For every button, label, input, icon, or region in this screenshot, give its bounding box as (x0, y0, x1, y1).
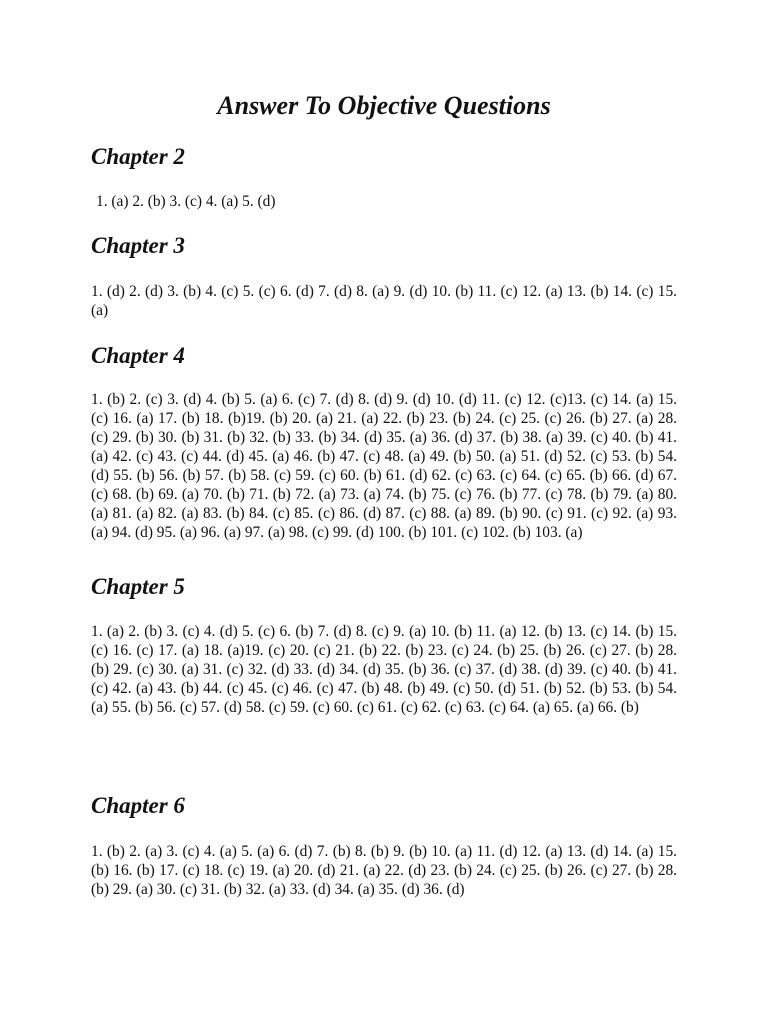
chapter-5-answers: 1. (a) 2. (b) 3. (c) 4. (d) 5. (c) 6. (b) 7. (d) 8. (c) 9. (a) 10. (b) 11. (a) 12. (b) 13. (c) 14. (b) 15. (c) 16. (c) 17. (a) 18. (a)19. (c) 20. (c) 21. (b) 22. (b) 23. (c) 24. (b) 25. (b) 26. (c) 27. (b) 28. (b) 29. (c) 30. (a) 31. (c) 32. (d) 33. (d) 34. (d) 35. (b) 36. (c) 37. (d) 38. (d) 39. (c) 40. (b) 41. (c) 42. (a) 43. (b) 44. (c) 45. (c) 46. (c) 47. (b) 48. (b) 49. (c) 50. (d) 51. (b) 52. (b) 53. (b) 54. (a) 55. (b) 56. (c) 57. (d) 58. (c) 59. (c) 60. (c) 61. (c) 62. (c) 63. (c) 64. (a) 65. (a) 66. (b) (91, 623, 677, 716)
chapter-3-answers: 1. (d) 2. (d) 3. (b) 4. (c) 5. (c) 6. (d) 7. (d) 8. (a) 9. (d) 10. (b) 11. (c) 12. (a) 13. (b) 14. (c) 15. (a) (91, 283, 677, 319)
page-title: Answer To Objective Questions (217, 91, 551, 120)
chapter-2-heading: Chapter 2 (91, 144, 185, 169)
chapter-6-heading: Chapter 6 (91, 793, 185, 818)
chapter-4-answers: 1. (b) 2. (c) 3. (d) 4. (b) 5. (a) 6. (c) 7. (d) 8. (d) 9. (d) 10. (d) 11. (c) 12. (c)13. (c) 14. (a) 15. (c) 16. (a) 17. (b) 18. (b)19. (b) 20. (a) 21. (a) 22. (b) 23. (b) 24. (c) 25. (c) 26. (b) 27. (a) 28. (c) 29. (b) 30. (b) 31. (b) 32. (b) 33. (b) 34. (d) 35. (a) 36. (d) 37. (b) 38. (a) 39. (c) 40. (b) 41. (a) 42. (c) 43. (c) 44. (d) 45. (a) 46. (b) 47. (c) 48. (a) 49. (b) 50. (a) 51. (d) 52. (c) 53. (b) 54. (d) 55. (b) 56. (b) 57. (b) 58. (c) 59. (c) 60. (b) 61. (d) 62. (c) 63. (c) 64. (c) 65. (b) 66. (d) 67. (c) 68. (b) 69. (a) 70. (b) 71. (b) 72. (a) 73. (a) 74. (b) 75. (c) 76. (b) 77. (c) 78. (b) 79. (a) 80. (a) 81. (a) 82. (a) 83. (b) 84. (c) 85. (c) 86. (d) 87. (c) 88. (a) 89. (b) 90. (c) 91. (c) 92. (a) 93. (a) 94. (d) 95. (a) 96. (a) 97. (a) 98. (c) 99. (d) 100. (b) 101. (c) 102. (b) 103. (a) (91, 391, 677, 541)
chapter-2-answers: 1. (a) 2. (b) 3. (c) 4. (a) 5. (d) (96, 193, 276, 210)
chapter-3-heading: Chapter 3 (91, 233, 185, 258)
chapter-6-answers: 1. (b) 2. (a) 3. (c) 4. (a) 5. (a) 6. (d) 7. (b) 8. (b) 9. (b) 10. (a) 11. (d) 12. (a) 13. (d) 14. (a) 15. (b) 16. (b) 17. (c) 18. (c) 19. (a) 20. (d) 21. (a) 22. (d) 23. (b) 24. (c) 25. (b) 26. (c) 27. (b) 28. (b) 29. (a) 30. (c) 31. (b) 32. (a) 33. (d) 34. (a) 35. (d) 36. (d) (91, 843, 677, 898)
chapter-4-heading: Chapter 4 (91, 343, 185, 368)
chapter-5-heading: Chapter 5 (91, 574, 185, 599)
